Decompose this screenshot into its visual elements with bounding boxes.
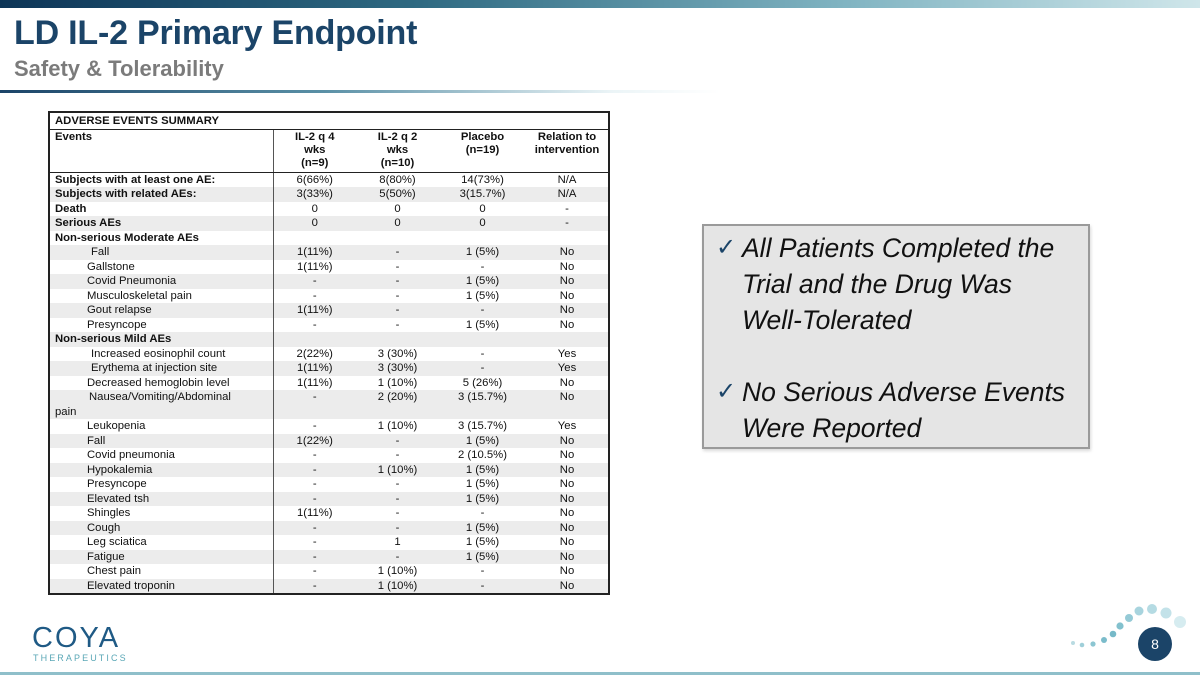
event-name-cell: Covid Pneumonia <box>49 274 273 289</box>
table-row <box>49 390 609 419</box>
value-cell <box>526 332 609 347</box>
value-cell: - <box>439 579 526 595</box>
value-cell: 5(50%) <box>356 187 439 202</box>
value-cell: No <box>559 449 575 461</box>
value-cell: No <box>559 289 575 302</box>
value-cell: 1 (5%) <box>439 550 526 565</box>
header-il2-q4wks: IL-2 q 4 wks (n=9) <box>273 129 356 172</box>
value-cell: - <box>312 565 317 577</box>
table-row <box>49 492 609 507</box>
value-cell: 3(33%) <box>273 187 356 202</box>
event-name-cell: Non-serious Mild AEs <box>49 332 273 347</box>
value-cell: 1 (5%) <box>439 521 526 536</box>
value-cell: - <box>273 492 356 507</box>
value-cell: 1 (5%) <box>465 289 500 302</box>
event-name-cell: Nausea/Vomiting/Abdominal pain <box>49 390 273 419</box>
value-cell: - <box>526 216 609 231</box>
event-name-cell: Decreased hemoglobin level <box>49 376 273 391</box>
value-cell: - <box>312 449 317 461</box>
value-cell: No <box>559 565 575 577</box>
value-cell: - <box>480 347 485 360</box>
value-cell: No <box>559 376 575 389</box>
table-row <box>49 361 609 376</box>
slide-subtitle: Safety & Tolerability <box>14 56 224 81</box>
value-cell: No <box>526 521 609 536</box>
header-events: Events <box>49 129 273 172</box>
table-row <box>49 231 609 246</box>
value-cell: 5 (26%) <box>462 376 503 389</box>
value-cell: No <box>526 579 609 595</box>
table-row <box>49 521 609 536</box>
value-cell: 1 (5%) <box>465 478 500 490</box>
event-name-cell: Presyncope <box>49 318 273 333</box>
adverse-events-table <box>48 111 610 595</box>
value-cell: Yes <box>557 347 577 360</box>
value-cell: No <box>526 245 609 260</box>
value-cell: - <box>395 260 400 273</box>
value-cell: - <box>356 521 439 536</box>
value-cell: - <box>395 449 400 461</box>
table-row <box>49 419 609 434</box>
value-cell: 6(66%) <box>296 173 333 186</box>
value-cell <box>439 231 526 246</box>
table-row <box>49 506 609 521</box>
value-cell: No <box>559 318 575 331</box>
event-name-cell: Presyncope <box>49 477 273 492</box>
value-cell: 1 (10%) <box>356 579 439 595</box>
table-row <box>49 550 609 565</box>
key-findings-callout <box>702 224 1090 449</box>
table-row <box>49 303 609 318</box>
value-cell: 3 (15.7%) <box>458 420 507 432</box>
value-cell: 3 (15.7%) <box>439 390 526 419</box>
value-cell: - <box>480 507 485 519</box>
table-row <box>49 579 609 595</box>
event-name-cell: Serious AEs <box>49 216 273 231</box>
event-name-cell: Gout relapse <box>49 303 273 318</box>
value-cell: 1 (5%) <box>439 245 526 260</box>
value-cell: - <box>395 318 400 331</box>
checkmark-icon: ✓ <box>716 378 737 405</box>
value-cell: 1(11%) <box>273 245 356 260</box>
table-row <box>49 477 609 492</box>
table-row <box>49 535 609 550</box>
page-number-badge: 8 <box>1138 627 1172 661</box>
value-cell: 1 <box>394 536 401 548</box>
table-row <box>49 564 609 579</box>
table-row <box>49 172 609 187</box>
finding-item <box>716 374 1072 446</box>
event-name-cell: Subjects with at least one AE: <box>49 172 273 187</box>
value-cell: - <box>312 289 317 302</box>
value-cell: Yes <box>557 420 577 432</box>
table-header-row <box>49 129 609 172</box>
value-cell: 2 (20%) <box>356 390 439 419</box>
value-cell: Yes <box>526 361 609 376</box>
event-name-cell: Chest pain <box>49 564 273 579</box>
value-cell: - <box>356 550 439 565</box>
value-cell: No <box>526 390 609 419</box>
value-cell <box>356 332 439 347</box>
table-caption: ADVERSE EVENTS SUMMARY <box>49 112 609 129</box>
value-cell: - <box>439 303 526 318</box>
value-cell: No <box>559 478 575 490</box>
event-name-cell: Gallstone <box>49 260 273 275</box>
logo-wordmark: COYA <box>32 622 121 654</box>
value-cell: - <box>273 390 356 419</box>
header-placebo: Placebo (n=19) <box>439 129 526 172</box>
event-name-cell: Leukopenia <box>49 419 273 434</box>
event-name-cell: Elevated tsh <box>49 492 273 507</box>
event-name-cell: Musculoskeletal pain <box>49 289 273 304</box>
value-cell: - <box>356 303 439 318</box>
table-row <box>49 216 609 231</box>
value-cell: 1 (10%) <box>377 420 418 432</box>
value-cell: - <box>273 579 356 595</box>
table-row <box>49 347 609 362</box>
value-cell: 1 (5%) <box>439 434 526 449</box>
value-cell: No <box>526 434 609 449</box>
event-name-cell: Non-serious Moderate AEs <box>49 231 273 246</box>
value-cell: - <box>565 202 569 215</box>
title-divider <box>0 90 720 93</box>
value-cell: No <box>526 492 609 507</box>
value-cell: N/A <box>557 173 577 186</box>
value-cell: No <box>526 274 609 289</box>
value-cell: 0 <box>273 216 356 231</box>
value-cell: 2(22%) <box>296 347 333 360</box>
event-name-cell: Fatigue <box>49 550 273 565</box>
value-cell: 1 (5%) <box>465 536 500 548</box>
value-cell: 8(80%) <box>379 173 416 186</box>
table-row <box>49 318 609 333</box>
value-cell: - <box>312 420 317 432</box>
table-row <box>49 376 609 391</box>
event-name-cell: Shingles <box>49 506 273 521</box>
value-cell: 14(73%) <box>461 173 504 186</box>
header-relation: Relation to intervention <box>526 129 609 172</box>
value-cell: No <box>559 507 575 519</box>
value-cell: 1 (10%) <box>377 376 418 389</box>
table-row <box>49 260 609 275</box>
table-row <box>49 274 609 289</box>
slide-title: LD IL-2 Primary Endpoint <box>14 14 418 52</box>
value-cell: 1 (5%) <box>439 463 526 478</box>
value-cell: No <box>526 463 609 478</box>
event-name-cell: Leg sciatica <box>49 535 273 550</box>
value-cell <box>273 231 356 246</box>
value-cell: - <box>273 550 356 565</box>
event-name-cell: Subjects with related AEs: <box>49 187 273 202</box>
finding-text: No Serious Adverse Events Were Reported <box>742 377 1066 443</box>
value-cell: - <box>356 274 439 289</box>
value-cell: 2 (10.5%) <box>458 449 507 461</box>
event-name-cell: Cough <box>49 521 273 536</box>
value-cell: 0 <box>311 202 318 215</box>
event-name-cell: Death <box>49 202 273 217</box>
value-cell: - <box>273 274 356 289</box>
value-cell: 1(11%) <box>296 507 333 519</box>
value-cell: 1(11%) <box>273 361 356 376</box>
value-cell: N/A <box>526 187 609 202</box>
value-cell: 1 (10%) <box>356 463 439 478</box>
decorative-dots-icon <box>1060 596 1200 656</box>
value-cell: - <box>480 260 485 273</box>
value-cell: 0 <box>479 202 486 215</box>
value-cell: - <box>356 245 439 260</box>
event-name-cell: Hypokalemia <box>49 463 273 478</box>
header-il2-q2wks: IL-2 q 2 wks (n=10) <box>356 129 439 172</box>
event-name-cell: Erythema at injection site <box>49 361 273 376</box>
value-cell: - <box>439 361 526 376</box>
value-cell: 1 (5%) <box>439 274 526 289</box>
value-cell <box>526 231 609 246</box>
table-row <box>49 434 609 449</box>
event-name-cell: Elevated troponin <box>49 579 273 595</box>
table-body <box>49 172 609 594</box>
value-cell: No <box>526 303 609 318</box>
value-cell: 1(11%) <box>296 376 333 389</box>
value-cell: 0 <box>394 202 401 215</box>
value-cell: - <box>273 521 356 536</box>
checkmark-icon: ✓ <box>716 234 737 261</box>
value-cell: 1 (10%) <box>377 565 418 577</box>
event-name-cell: Increased eosinophil count <box>49 347 273 362</box>
table-row <box>49 202 609 217</box>
value-cell <box>273 332 356 347</box>
value-cell: - <box>395 289 400 302</box>
table-row <box>49 245 609 260</box>
value-cell: 1(22%) <box>273 434 356 449</box>
value-cell: - <box>312 478 317 490</box>
company-logo <box>30 622 140 666</box>
event-name-cell: Fall <box>49 245 273 260</box>
value-cell: - <box>312 536 317 548</box>
value-cell: - <box>356 434 439 449</box>
value-cell <box>439 332 526 347</box>
finding-text: All Patients Completed the Trial and the Drug Was Well-Tolerated <box>742 233 1055 335</box>
value-cell: 3 (30%) <box>377 347 418 360</box>
event-name-cell: Covid pneumonia <box>49 448 273 463</box>
value-cell: No <box>559 536 575 548</box>
logo-tagline: THERAPEUTICS <box>33 653 128 663</box>
value-cell: No <box>526 550 609 565</box>
finding-item <box>716 230 1072 338</box>
value-cell: - <box>395 478 400 490</box>
value-cell: 0 <box>356 216 439 231</box>
value-cell: 1 (5%) <box>465 318 500 331</box>
value-cell: 3 (30%) <box>356 361 439 376</box>
table-row <box>49 187 609 202</box>
value-cell: 0 <box>439 216 526 231</box>
value-cell: - <box>480 565 485 577</box>
top-gradient-bar <box>0 0 1200 8</box>
event-name-cell: Fall <box>49 434 273 449</box>
value-cell: 1(11%) <box>296 260 333 273</box>
table-row <box>49 332 609 347</box>
value-cell: No <box>559 260 575 273</box>
table-row <box>49 448 609 463</box>
value-cell: - <box>312 318 317 331</box>
table-row <box>49 463 609 478</box>
value-cell: - <box>273 463 356 478</box>
value-cell: 3(15.7%) <box>439 187 526 202</box>
value-cell: 1(11%) <box>273 303 356 318</box>
value-cell: - <box>356 492 439 507</box>
value-cell <box>356 231 439 246</box>
table-row <box>49 289 609 304</box>
value-cell: 1 (5%) <box>439 492 526 507</box>
value-cell: - <box>395 507 400 519</box>
